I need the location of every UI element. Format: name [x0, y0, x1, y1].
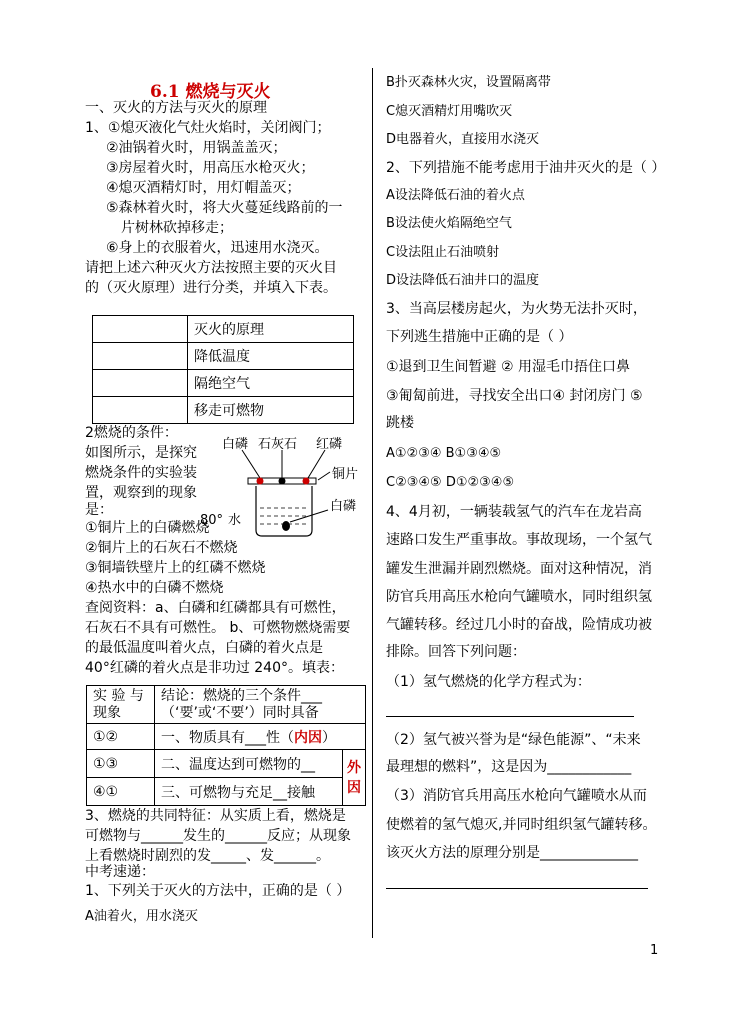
figure-label: 红磷 [316, 437, 343, 452]
answer-line [386, 888, 648, 889]
table-cell [93, 343, 188, 370]
page-title: 6.1 燃烧与灭火 [150, 82, 271, 102]
option-text: D电器着火，直接用水浇灭 [386, 132, 540, 147]
conditions-table [86, 685, 366, 806]
question-text: 防官兵用高压水枪向气罐喷水，同时组织氢 [386, 589, 652, 605]
question-text: 排除。回答下列问题： [386, 644, 526, 660]
table-cell [155, 724, 366, 750]
question-text: （3）消防官兵用高压水枪向气罐喷水从而 [386, 788, 647, 804]
page-number: 1 [650, 943, 659, 958]
option-text: B设法使火焰隔绝空气 [386, 216, 512, 231]
text-line: 的（灭火原理）进行分类，并填入下表。 [85, 280, 337, 296]
text-line: ④热水中的白磷不燃烧 [85, 580, 224, 596]
text-line: ④熄灭酒精灯时，用灯帽盖灭； [106, 180, 301, 196]
external-cause-label [343, 750, 366, 806]
option-text: C设法阻止石油喷射 [386, 245, 500, 260]
question-text: 3、当高层楼房起火，为火势无法扑灭时， [386, 301, 647, 317]
table-header [87, 686, 155, 724]
principle-table [92, 315, 354, 424]
text-line: 2燃烧的条件： [85, 425, 178, 441]
option-text: B扑灭森林火灾，设置隔离带 [386, 75, 551, 90]
text-line: ⑤森林着火时，将大火蔓延线路前的一 [106, 200, 343, 216]
question-text: 4、4月初，一辆装载氢气的汽车在龙岩高 [386, 504, 642, 520]
question-text: （2）氢气被兴誉为是“绿色能源”、“未来 [386, 732, 641, 748]
option-text: A①②③④ B①③④⑤ [386, 446, 502, 461]
section-heading: 中考速递： [85, 864, 155, 880]
text-line: 燃烧条件的实验装 [85, 465, 197, 481]
question-text: 跳楼 [386, 415, 414, 431]
table-cell: ①② [87, 724, 155, 750]
figure-label: 80° [200, 513, 224, 528]
table-cell: 隔绝空气 [188, 370, 354, 397]
table-cell [93, 370, 188, 397]
table-cell: 三、可燃物与充足__接触 [155, 778, 343, 806]
table-cell-text: ） [322, 729, 336, 746]
question-text: 1、下列关于灭火的方法中，正确的是（ ） [85, 883, 351, 899]
question-text: 该灭火方法的原理分别是______________ [386, 845, 638, 861]
option-text: A油着火，用水浇灭 [85, 909, 198, 924]
text-line: ⑥身上的衣服着火，迅速用水浇灭。 [106, 240, 329, 256]
text-line: 上看燃烧时剧烈的发_____、发______。 [85, 848, 330, 864]
question-text: ③匍匐前进，寻找安全出口④ 封闭房门 ⑤ [386, 388, 643, 404]
text-line: 40°红磷的着火点是非功过 240°。填表： [85, 660, 344, 676]
text-line: 如图所示，是探究 [85, 445, 197, 461]
table-cell: 移走可燃物 [188, 397, 354, 424]
text-line: ②油锅着火时，用锅盖盖灭； [106, 140, 287, 156]
table-cell: 二、温度达到可燃物的__ [155, 750, 343, 778]
figure-label: 石灰石 [258, 437, 298, 452]
text-line: 石灰石不具有可燃性。 b、可燃物燃烧需要 [85, 620, 351, 636]
table-cell [93, 397, 188, 424]
option-text: C熄灭酒精灯用嘴吹灭 [386, 104, 513, 119]
text-line: 1、①熄灭液化气灶火焰时，关闭阀门； [85, 120, 331, 136]
table-cell: ④① [87, 778, 155, 806]
question-text: 使燃着的氢气熄灭,并同时组织氢气罐转移。 [386, 817, 657, 833]
text-line: 是： [85, 502, 113, 518]
option-text: D设法降低石油井口的温度 [386, 273, 540, 288]
table-cell-text: 一、物质具有___性（ [161, 729, 294, 746]
figure-label: 铜片 [332, 467, 359, 482]
external-cause-text: 因 [347, 779, 361, 796]
section-heading: 一、灭火的方法与灭火的原理 [85, 100, 267, 116]
question-text: ①退到卫生间暂避 ② 用湿毛巾捂住口鼻 [386, 359, 631, 375]
question-text: 速路口发生严重事故。事故现场，一个氢气 [386, 532, 652, 548]
external-cause-text: 外 [347, 759, 361, 776]
text-line: 的最低温度叫着火点，白磷的着火点是 [85, 640, 323, 656]
text-line: 片树林砍掉移走； [121, 220, 233, 236]
experiment-figure [200, 430, 365, 540]
text-line: 3、燃烧的共同特征：从实质上看，燃烧是 [85, 808, 346, 824]
table-header-text: 实 验 与 [93, 687, 144, 704]
question-text: （1）氢气燃烧的化学方程式为： [386, 674, 591, 690]
text-line: 可燃物与______发生的______反应；从现象 [85, 828, 351, 844]
table-cell: ①③ [87, 750, 155, 778]
answer-line [386, 716, 634, 717]
question-text: 罐发生泄漏并剧烈燃烧。面对这种情况，消 [386, 561, 652, 577]
text-line: 查阅资料：a、白磷和红磷都具有可燃性， [85, 600, 346, 616]
text-line: ③房屋着火时，用高压水枪灭火； [106, 160, 315, 176]
figure-label: 白磷 [330, 499, 357, 514]
text-line: ②铜片上的石灰石不燃烧 [85, 540, 238, 556]
question-text: 2、下列措施不能考虑用于油井灭火的是（ ） [386, 160, 666, 176]
figure-label: 水 [228, 513, 242, 528]
text-line: 请把上述六种灭火方法按照主要的灭火目 [85, 260, 337, 276]
figure-label: 白磷 [222, 437, 249, 452]
text-line: ①铜片上的白磷燃烧 [85, 520, 210, 536]
option-text: A设法降低石油的着火点 [386, 188, 525, 203]
table-cell [93, 316, 188, 343]
text-line: 置，观察到的现象 [85, 485, 197, 501]
table-header [155, 686, 366, 724]
question-text: 最理想的燃料”，这是因为____________ [386, 759, 632, 775]
question-text: 气罐转移。经过几小时的奋战，险情成功被 [386, 617, 652, 633]
option-text: C②③④⑤ D①②③④⑤ [386, 475, 515, 490]
internal-cause-label: 内因 [294, 729, 322, 746]
table-header-text: 结论：燃烧的三个条件___ [161, 687, 322, 704]
table-header-text: 现象 [93, 704, 121, 721]
text-line: ③铜墙铁壁片上的红磷不燃烧 [85, 560, 266, 576]
table-cell: 灭火的原理 [188, 316, 354, 343]
table-header-text: （‘要’或‘不要’）同时具备 [161, 704, 319, 721]
table-cell: 降低温度 [188, 343, 354, 370]
question-text: 下列逃生措施中正确的是（ ） [386, 329, 573, 345]
column-divider [372, 68, 373, 938]
